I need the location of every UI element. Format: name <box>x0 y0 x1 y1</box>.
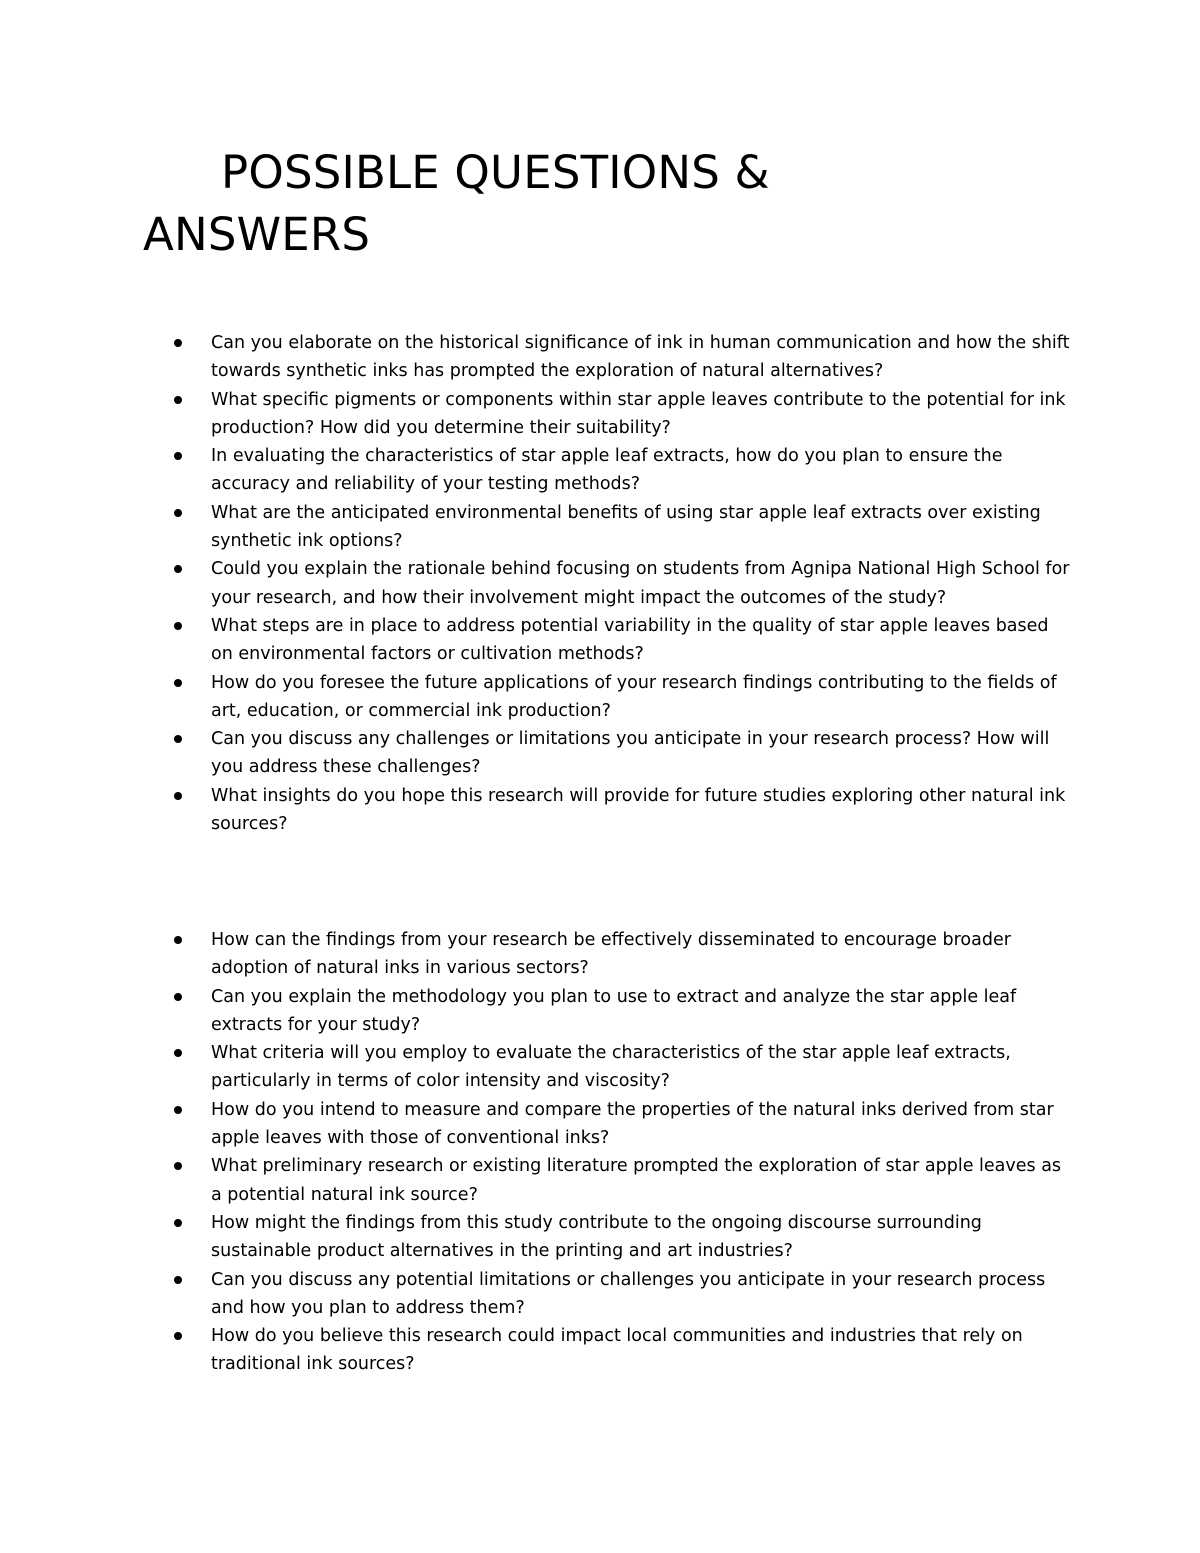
question-text: What preliminary research or existing literature prompted the exploration of star apple leaves as a potential natural ink source? <box>211 1156 1062 1205</box>
bullet-icon <box>174 1332 182 1340</box>
bullet-icon <box>174 396 182 404</box>
bullet-icon <box>174 1106 182 1114</box>
question-text: Can you discuss any challenges or limitations you anticipate in your research process? How will you address these challenges? <box>211 729 1050 778</box>
question-text: What criteria will you employ to evaluate the characteristics of the star apple leaf extracts, particularly in terms of color intensity and viscosity? <box>211 1043 1011 1092</box>
question-text: What specific pigments or components within star apple leaves contribute to the potential for ink production? How did you determine their suitability? <box>211 389 1066 438</box>
list-item <box>0 555 1071 612</box>
list-item <box>0 329 1071 386</box>
question-text: What steps are in place to address potential variability in the quality of star apple leaves based on environmental factors or cultivation methods? <box>211 615 1049 665</box>
page-title <box>143 142 943 266</box>
bullet-icon <box>174 565 182 573</box>
question-text: Can you elaborate on the historical significance of ink in human communication and how the shift towards synthetic inks has prompted the exploration of natural alternatives? <box>211 333 1070 382</box>
question-text: How do you foresee the future applications of your research findings contributing to the fields of art, education, or commercial ink production? <box>211 672 1057 721</box>
list-item <box>0 442 1071 499</box>
question-text: How can the findings from your research be effectively disseminated to encourage broader adoption of natural inks in various sectors? <box>211 930 1011 979</box>
list-item <box>0 983 1071 1040</box>
bullet-icon <box>174 679 182 687</box>
question-text: What are the anticipated environmental benefits of using star apple leaf extracts over existing synthetic ink options? <box>211 502 1041 552</box>
list-item <box>0 386 1071 443</box>
bullet-icon <box>174 1276 182 1284</box>
bullet-icon <box>174 452 182 460</box>
question-text: How might the findings from this study contribute to the ongoing discourse surrounding sustainable product alternatives in the printing and art industries? <box>211 1212 982 1262</box>
question-list-1 <box>0 329 1200 838</box>
question-list-2 <box>0 926 1200 1379</box>
question-text: Can you discuss any potential limitations or challenges you anticipate in your research process and how you plan to address them? <box>211 1269 1046 1318</box>
list-item <box>0 1322 1071 1379</box>
bullet-icon <box>174 339 182 347</box>
bullet-icon <box>174 622 182 630</box>
question-text: In evaluating the characteristics of star apple leaf extracts, how do you plan to ensure the accuracy and reliability of your testing methods? <box>211 446 1003 495</box>
bullet-icon <box>174 993 182 1001</box>
question-text: How do you intend to measure and compare the properties of the natural inks derived from star apple leaves with those of conventional inks? <box>211 1099 1054 1149</box>
question-text: Could you explain the rationale behind focusing on students from Agnipa National High School for your research, and how their involvement might impact the outcomes of the study? <box>211 559 1070 608</box>
list-item <box>0 782 1071 839</box>
list-item <box>0 499 1071 556</box>
list-item <box>0 1152 1071 1209</box>
list-item <box>0 1209 1071 1266</box>
list-item <box>0 725 1071 782</box>
bullet-icon <box>174 1049 182 1057</box>
bullet-icon <box>174 509 182 517</box>
page-title-text: POSSIBLE QUESTIONS & ANSWERS <box>143 146 770 261</box>
bullet-icon <box>174 936 182 944</box>
question-text: Can you explain the methodology you plan to use to extract and analyze the star apple leaf extracts for your study? <box>211 986 1017 1035</box>
list-item <box>0 669 1071 726</box>
question-text: How do you believe this research could impact local communities and industries that rely on traditional ink sources? <box>211 1326 1023 1375</box>
list-item <box>0 1039 1071 1096</box>
bullet-icon <box>174 735 182 743</box>
bullet-icon <box>174 1162 182 1170</box>
list-item <box>0 1096 1071 1153</box>
question-text: What insights do you hope this research will provide for future studies exploring other natural ink sources? <box>211 785 1066 835</box>
bullet-icon <box>174 1219 182 1227</box>
list-item <box>0 1266 1071 1323</box>
bullet-icon <box>174 792 182 800</box>
list-item <box>0 926 1071 983</box>
list-item <box>0 612 1071 669</box>
